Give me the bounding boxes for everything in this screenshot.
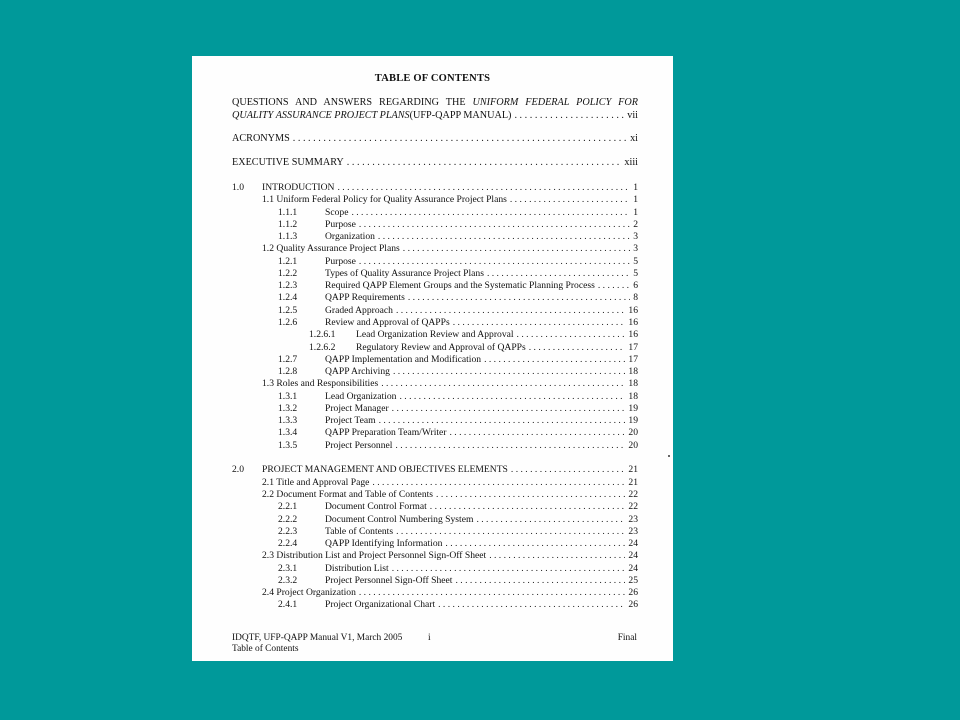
toc-entry-page: 24	[628, 563, 638, 574]
dot-leader	[598, 280, 630, 292]
dot-leader	[453, 317, 626, 329]
toc-entry-title: Document Control Numbering System	[325, 514, 474, 525]
toc-entry-number: 1.2.7	[278, 354, 298, 365]
dot-leader	[372, 477, 625, 489]
dot-leader	[438, 599, 625, 611]
toc-entry-page: 16	[628, 305, 638, 316]
dot-leader	[484, 354, 625, 366]
toc-entry-title: QAPP Identifying Information	[325, 538, 443, 549]
toc-entry-number: 1.1.1	[278, 207, 298, 218]
toc-entry-page: 23	[628, 514, 638, 525]
toc-entry-page: 21	[628, 464, 638, 475]
toc-entry-page: 16	[628, 329, 638, 340]
toc-entry-title: QAPP Implementation and Modification	[325, 354, 482, 365]
toc-entry-title: QAPP Requirements	[325, 292, 405, 303]
dot-leader	[408, 292, 630, 304]
toc-entry[interactable]	[192, 219, 673, 231]
toc-entry[interactable]	[192, 280, 673, 292]
toc-entry-title: INTRODUCTION	[262, 182, 335, 193]
dot-leader	[337, 182, 630, 194]
toc-entry-page: 1	[633, 194, 638, 205]
toc-entry[interactable]	[192, 587, 673, 599]
toc-entry[interactable]	[192, 207, 673, 219]
toc-entry-title: 1.2 Quality Assurance Project Plans	[262, 243, 400, 254]
scan-speck	[668, 455, 670, 457]
toc-entry-page: xi	[630, 133, 638, 144]
toc-entry-number: 1.2.4	[278, 292, 298, 303]
toc-entry-number: 1.2.5	[278, 305, 298, 316]
dot-leader	[450, 427, 626, 439]
toc-entry-title: 2.1 Title and Approval Page	[262, 477, 370, 488]
toc-entry-page: 25	[628, 575, 638, 586]
toc-entry-number: 2.3.2	[278, 575, 298, 586]
toc-entry[interactable]	[192, 292, 673, 304]
toc-entry-title: Purpose	[325, 256, 356, 267]
toc-entry-page: 18	[628, 366, 638, 377]
toc-entry-page: 19	[628, 403, 638, 414]
toc-entry-number: 1.2.3	[278, 280, 298, 291]
toc-entry-number: 2.3.1	[278, 563, 298, 574]
toc-entry-page: xiii	[624, 157, 638, 168]
toc-title: TABLE OF CONTENTS	[374, 73, 491, 84]
toc-entry[interactable]	[192, 329, 673, 341]
toc-entry-page: 8	[633, 292, 638, 303]
toc-entry-title: Project Personnel Sign-Off Sheet	[325, 575, 453, 586]
toc-entry-title: 2.3 Distribution List and Project Personnel Sign-Off Sheet	[262, 550, 487, 561]
toc-entry-title: 1.3 Roles and Responsibilities	[262, 378, 379, 389]
toc-entry[interactable]	[192, 354, 673, 366]
toc-entry-number: 1.1.2	[278, 219, 298, 230]
toc-entry-page: 17	[628, 354, 638, 365]
toc-entry-title: 1.1 Uniform Federal Policy for Quality Assurance Project Plans	[262, 194, 507, 205]
toc-entry[interactable]	[192, 575, 673, 587]
toc-entry-page: 26	[628, 599, 638, 610]
toc-entry-title: 2.4 Project Organization	[262, 587, 356, 598]
document-page	[192, 56, 673, 661]
toc-entry[interactable]	[192, 194, 673, 206]
toc-entry-page: 5	[633, 268, 638, 279]
toc-entry-number: 1.0	[232, 182, 244, 193]
footer-left: IDQTF, UFP-QAPP Manual V1, March 2005	[232, 633, 403, 643]
toc-entry[interactable]	[192, 391, 673, 403]
toc-entry-number: 2.4.1	[278, 599, 298, 610]
toc-entry-page: 2	[633, 219, 638, 230]
footer-section: Table of Contents	[232, 644, 299, 654]
toc-entry-title: Purpose	[325, 219, 356, 230]
toc-entry[interactable]	[192, 182, 673, 194]
dot-leader	[529, 342, 626, 354]
toc-entry-page: 24	[628, 550, 638, 561]
toc-entry-title: Project Manager	[325, 403, 389, 414]
qa-entry[interactable]	[232, 96, 638, 122]
toc-entry-number: 1.3.3	[278, 415, 298, 426]
dot-leader	[399, 391, 625, 403]
toc-entry-page: 21	[628, 477, 638, 488]
toc-entry-page: 3	[633, 243, 638, 254]
toc-entry-page: 3	[633, 231, 638, 242]
page-footer	[232, 633, 637, 655]
toc-entry-number: 1.2.1	[278, 256, 298, 267]
toc-entry-title: Project Organizational Chart	[325, 599, 436, 610]
footer-right: Final	[617, 633, 637, 643]
dot-leader	[359, 587, 626, 599]
toc-entry-number: 1.3.5	[278, 440, 298, 451]
toc-entry-title: Project Team	[325, 415, 376, 426]
toc-entry-number: 1.1.3	[278, 231, 298, 242]
toc-entry[interactable]	[192, 305, 673, 317]
toc-entry[interactable]	[192, 563, 673, 575]
toc-entry-number: 1.2.2	[278, 268, 298, 279]
toc-entry-title: PROJECT MANAGEMENT AND OBJECTIVES ELEMENTS	[262, 464, 508, 475]
toc-entry-number: 2.2.4	[278, 538, 298, 549]
toc-entry-page: 17	[628, 342, 638, 353]
toc-entry-title: ACRONYMS	[232, 133, 290, 144]
toc-entry[interactable]	[192, 464, 673, 476]
toc-entry[interactable]	[192, 538, 673, 550]
toc-entry-page: 24	[628, 538, 638, 549]
toc-entry-number: 1.3.2	[278, 403, 298, 414]
toc-entry[interactable]	[192, 342, 673, 354]
toc-entry[interactable]	[192, 489, 673, 501]
dot-leader	[403, 243, 630, 255]
dot-leader	[378, 231, 630, 243]
dot-leader	[392, 403, 626, 415]
toc-entry-title: 2.2 Document Format and Table of Contents	[262, 489, 434, 500]
toc-entry-page: 26	[628, 587, 638, 598]
toc-entry-page: 20	[628, 427, 638, 438]
toc-entry[interactable]	[192, 157, 673, 169]
toc-entry-number: 1.3.1	[278, 391, 298, 402]
dot-leader	[396, 305, 625, 317]
toc-entry-page: 20	[628, 440, 638, 451]
qa-entry-page: vii	[627, 110, 638, 121]
toc-entry-page: 18	[628, 391, 638, 402]
toc-entry-page: 22	[628, 501, 638, 512]
dot-leader	[476, 514, 625, 526]
toc-entry-number: 2.2.1	[278, 501, 298, 512]
toc-entry-title: Distribution List	[325, 563, 389, 574]
toc-entry-title: EXECUTIVE SUMMARY	[232, 157, 344, 168]
toc-entry-page: 22	[628, 489, 638, 500]
toc-entry[interactable]	[192, 268, 673, 280]
toc-entry-title: Table of Contents	[325, 526, 394, 537]
toc-entry-title: Document Control Format	[325, 501, 427, 512]
toc-entry[interactable]	[192, 514, 673, 526]
toc-entry[interactable]	[192, 550, 673, 562]
toc-entry-number: 2.2.2	[278, 514, 298, 525]
toc-entry-title: Scope	[325, 207, 349, 218]
dot-leader	[487, 268, 630, 280]
toc-entry-title: Lead Organization Review and Approval	[356, 329, 514, 340]
toc-entry-number: 2.0	[232, 464, 244, 475]
toc-entry-title: Types of Quality Assurance Project Plans	[325, 268, 484, 279]
dot-leader	[510, 194, 630, 206]
dot-leader	[430, 501, 626, 513]
dot-leader	[395, 440, 625, 452]
dot-leader	[347, 157, 622, 169]
toc-entry-page: 1	[633, 182, 638, 193]
toc-entry-title: Lead Organization	[325, 391, 397, 402]
dot-leader	[393, 366, 625, 378]
dot-leader	[396, 526, 625, 538]
dot-leader	[489, 550, 625, 562]
toc-entry[interactable]	[192, 477, 673, 489]
toc-entry-number: 1.3.4	[278, 427, 298, 438]
toc-entry-number: 2.2.3	[278, 526, 298, 537]
toc-entry[interactable]	[192, 415, 673, 427]
toc-entry[interactable]	[192, 366, 673, 378]
footer-page-number: i	[428, 633, 431, 643]
toc-entry[interactable]	[192, 133, 673, 145]
toc-entry[interactable]	[192, 317, 673, 329]
toc-entry-title: Required QAPP Element Groups and the Systematic Planning Process	[325, 280, 595, 291]
toc-entry-number: 1.2.8	[278, 366, 298, 377]
toc-entry-number: 1.2.6.2	[309, 342, 336, 353]
toc-entry[interactable]	[192, 256, 673, 268]
toc-entry-title: QAPP Preparation Team/Writer	[325, 427, 447, 438]
toc-entry-page: 5	[633, 256, 638, 267]
toc-entry-page: 1	[633, 207, 638, 218]
dot-leader	[517, 329, 626, 341]
toc-entry-page: 18	[628, 378, 638, 389]
toc-entry[interactable]	[192, 403, 673, 415]
toc-entry[interactable]	[192, 440, 673, 452]
toc-entry-page: 23	[628, 526, 638, 537]
dot-leader	[359, 256, 630, 268]
dot-leader	[392, 563, 626, 575]
toc-entry-title: Regulatory Review and Approval of QAPPs	[356, 342, 526, 353]
toc-entry[interactable]	[192, 378, 673, 390]
toc-entry-title: Graded Approach	[325, 305, 393, 316]
toc-entry-page: 19	[628, 415, 638, 426]
toc-entry[interactable]	[192, 427, 673, 439]
dot-leader	[379, 415, 626, 427]
dot-leader	[436, 489, 625, 501]
toc-entry[interactable]	[192, 501, 673, 513]
toc-entry-page: 16	[628, 317, 638, 328]
dot-leader	[351, 207, 630, 219]
toc-entry-number: 1.2.6	[278, 317, 298, 328]
toc-entry[interactable]	[192, 243, 673, 255]
dot-leader	[381, 378, 625, 390]
toc-entry-number: 1.2.6.1	[309, 329, 336, 340]
toc-entry-title: Organization	[325, 231, 375, 242]
qa-entry-line2: QUALITY ASSURANCE PROJECT PLANS (UFP-QAPP MANUAL) . . . vii	[232, 109, 638, 122]
dot-leader	[359, 219, 630, 231]
dot-leader	[455, 575, 625, 587]
dot-leader	[511, 464, 626, 476]
dot-leader	[445, 538, 625, 550]
toc-entry-page: 6	[633, 280, 638, 291]
toc-entry-title: Review and Approval of QAPPs	[325, 317, 450, 328]
toc-entry[interactable]	[192, 526, 673, 538]
toc-entry-title: QAPP Archiving	[325, 366, 390, 377]
qa-entry-line1: QUESTIONS AND ANSWERS REGARDING THE UNIFORM FEDERAL POLICY FOR	[232, 97, 638, 108]
dot-leader	[293, 133, 627, 145]
toc-entry-title: Project Personnel	[325, 440, 393, 451]
toc-entry[interactable]	[192, 599, 673, 611]
toc-entry[interactable]	[192, 231, 673, 243]
